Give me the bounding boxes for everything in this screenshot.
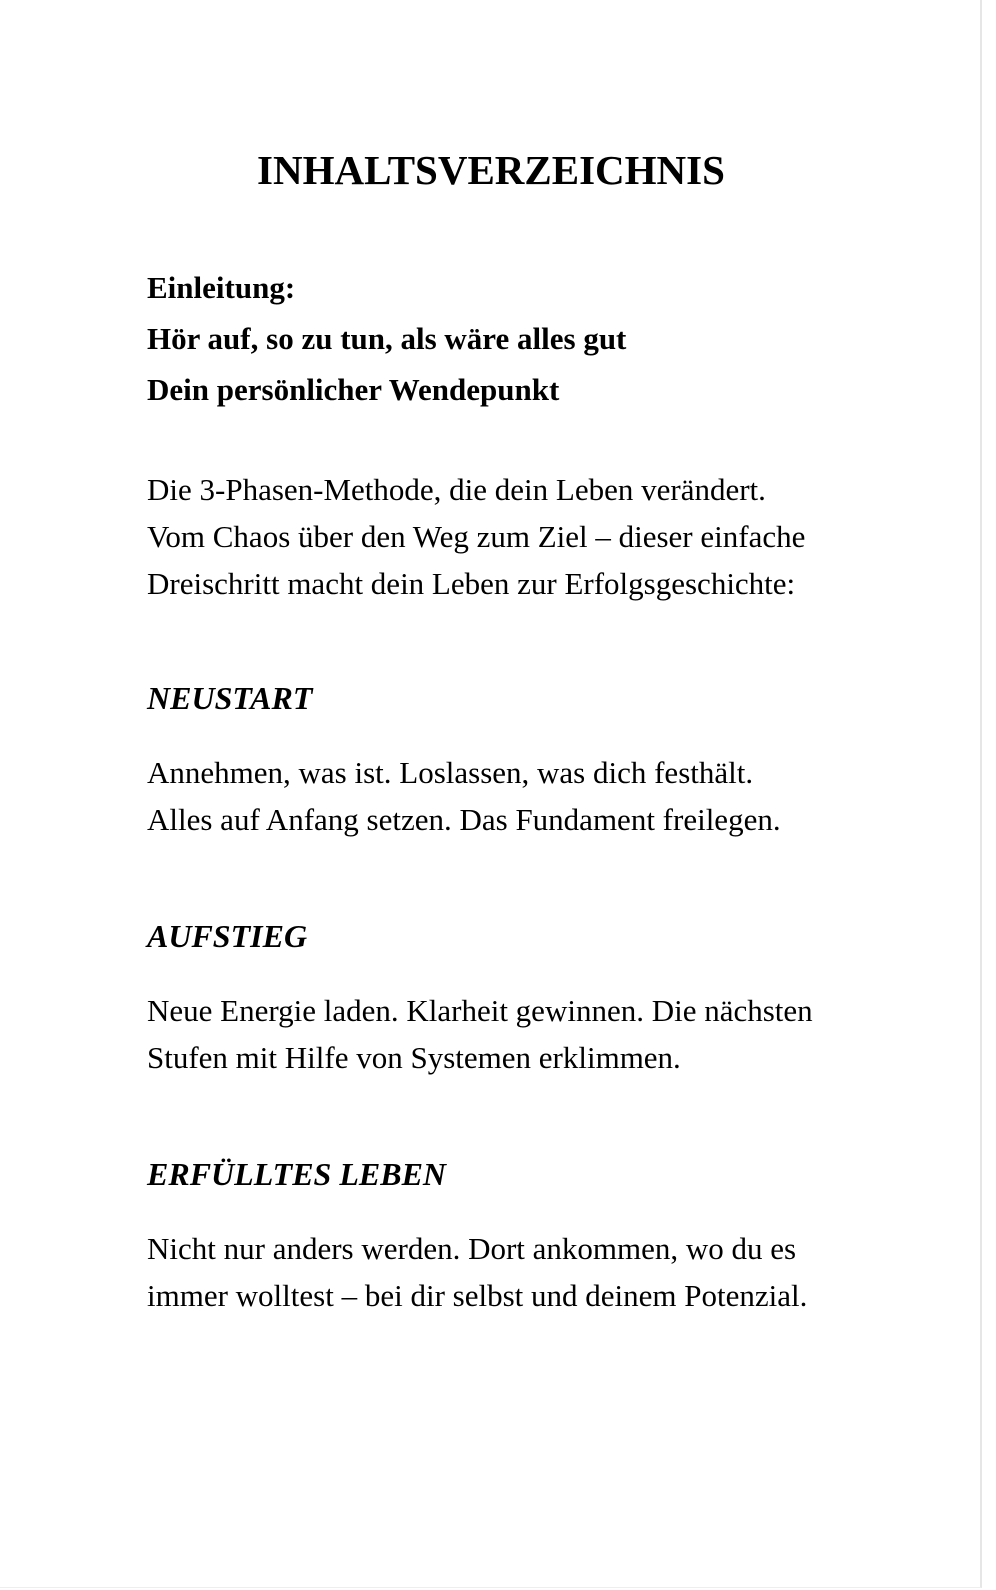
section-heading-neustart: NEUSTART xyxy=(147,680,313,716)
method-line-2: Vom Chaos über den Weg zum Ziel – dieser einfache xyxy=(147,519,806,554)
method-paragraph xyxy=(147,466,805,607)
method-line-3: Dreischritt macht dein Leben zur Erfolgsgeschichte: xyxy=(147,566,796,601)
section-text-line: Stufen mit Hilfe von Systemen erklimmen. xyxy=(147,1040,681,1075)
section-text-aufstieg xyxy=(147,987,813,1081)
introduction-heading xyxy=(147,262,626,415)
method-line-1: Die 3-Phasen-Methode, die dein Leben verändert. xyxy=(147,472,766,507)
intro-line-1: Einleitung: xyxy=(147,270,296,305)
section-text-line: Neue Energie laden. Klarheit gewinnen. Die nächsten xyxy=(147,993,813,1028)
section-heading-erfuelltes-leben: ERFÜLLTES LEBEN xyxy=(147,1156,447,1192)
intro-line-3: Dein persönlicher Wendepunkt xyxy=(147,372,560,407)
page-title: INHALTSVERZEICHNIS xyxy=(257,147,725,193)
section-text-erfuelltes-leben xyxy=(147,1225,807,1319)
section-text-line: Annehmen, was ist. Loslassen, was dich festhält. xyxy=(147,755,754,790)
section-text-line: Alles auf Anfang setzen. Das Fundament freilegen. xyxy=(147,802,781,837)
section-text-line: immer wolltest – bei dir selbst und deinem Potenzial. xyxy=(147,1278,808,1313)
section-text-neustart xyxy=(147,749,781,843)
intro-line-2: Hör auf, so zu tun, als wäre alles gut xyxy=(147,321,627,356)
section-heading-aufstieg: AUFSTIEG xyxy=(147,918,308,954)
section-text-line: Nicht nur anders werden. Dort ankommen, wo du es xyxy=(147,1231,797,1266)
